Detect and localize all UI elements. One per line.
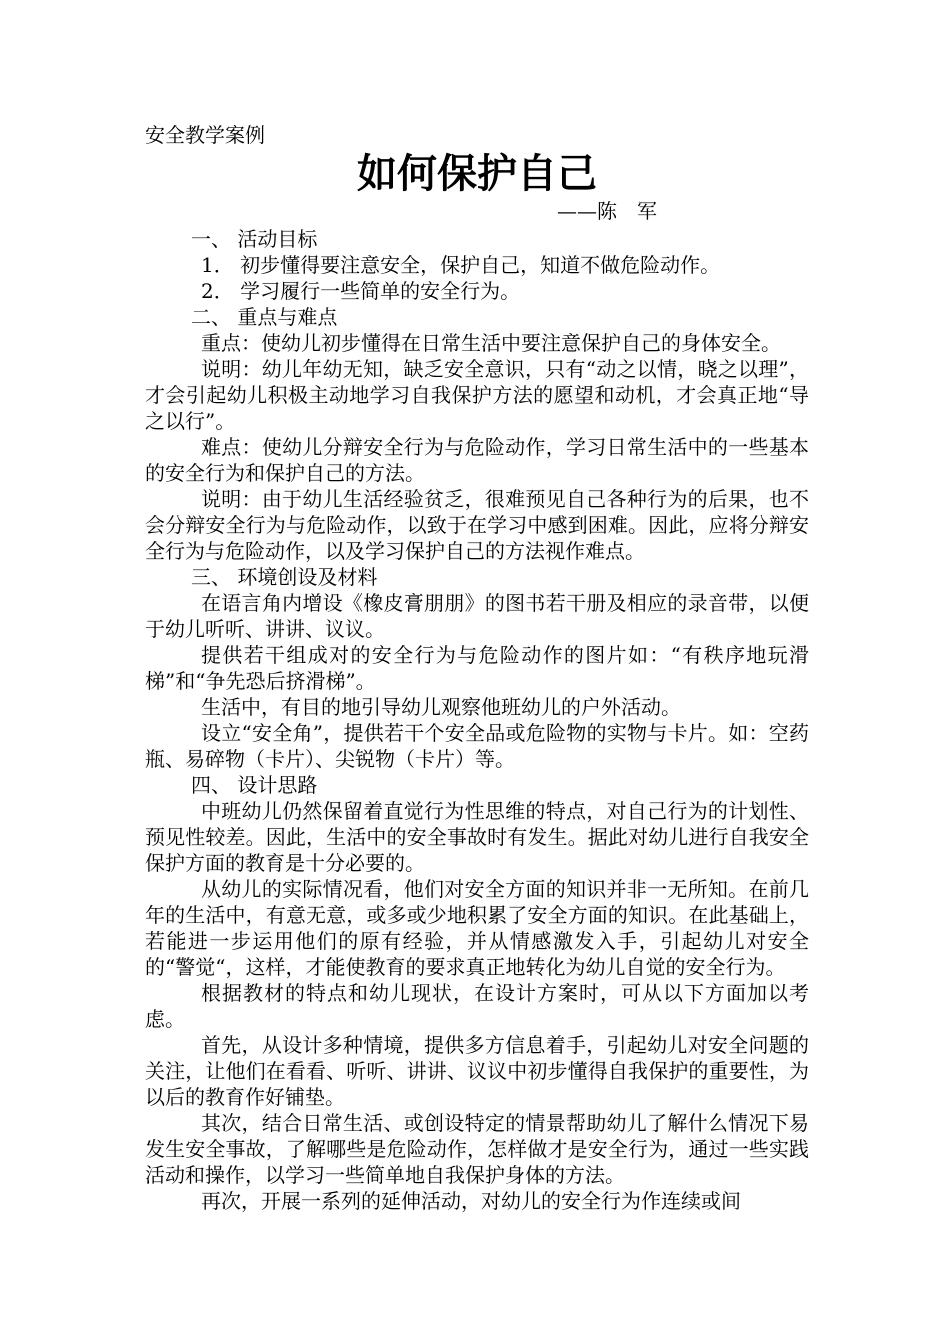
paragraph: 从幼儿的实际情况看，他们对安全方面的知识并非一无所知。在前几年的生活中，有意无意，或多或少地积累了安全方面的知识。在此基础上，若能进一步运用他们的原有经验，并从情感激发入手，引起幼儿对安全的“警觉“，这样，才能使教育的要求真正地转化为幼儿自觉的安全行为。	[145, 877, 809, 979]
document-title: 如何保护自己	[357, 151, 597, 197]
paragraph: 说明：幼儿年幼无知，缺乏安全意识，只有“动之以情，晓之以理”，才会引起幼儿积极主动地学习自我保护方法的愿望和动机，才会真正地“导之以行”。	[145, 357, 809, 433]
document-category: 安全教学案例	[145, 123, 265, 147]
document-page	[145, 122, 809, 1214]
paragraph: 再次，开展一系列的延伸活动，对幼儿的安全行为作连续或间	[201, 1189, 741, 1213]
document-author: ——陈 军	[557, 199, 657, 223]
goal-item: 2． 学习履行一些简单的安全行为。	[201, 279, 521, 303]
paragraph: 设立“安全角”，提供若干个安全品或危险物的实物与卡片。如：空药瓶、易碎物（卡片）、尖锐物（卡片）等。	[145, 721, 809, 771]
section-heading-environment: 三、 环境创设及材料	[191, 565, 378, 589]
paragraph: 重点：使幼儿初步懂得在日常生活中要注意保护自己的身体安全。	[201, 331, 781, 355]
section-heading-key-points: 二、 重点与难点	[191, 305, 338, 329]
paragraph: 根据教材的特点和幼儿现状，在设计方案时，可从以下方面加以考虑。	[145, 981, 809, 1031]
goal-item: 1． 初步懂得要注意安全，保护自己，知道不做危险动作。	[201, 253, 721, 277]
section-heading-design: 四、 设计思路	[191, 773, 318, 797]
paragraph: 首先，从设计多种情境，提供多方信息着手，引起幼儿对安全问题的关注，让他们在看看、听听、讲讲、议议中初步懂得自我保护的重要性，为以后的教育作好铺垫。	[145, 1033, 809, 1109]
section-heading-goals: 一、 活动目标	[191, 227, 318, 251]
paragraph: 生活中，有目的地引导幼儿观察他班幼儿的户外活动。	[201, 695, 681, 719]
paragraph: 在语言角内增设《橡皮膏朋朋》的图书若干册及相应的录音带，以便于幼儿听听、讲讲、议议。	[145, 591, 809, 641]
paragraph: 难点：使幼儿分辩安全行为与危险动作，学习日常生活中的一些基本的安全行为和保护自己的方法。	[145, 435, 809, 485]
paragraph: 其次，结合日常生活、或创设特定的情景帮助幼儿了解什么情况下易发生安全事故，了解哪些是危险动作，怎样做才是安全行为，通过一些实践活动和操作，以学习一些简单地自我保护身体的方法。	[145, 1111, 809, 1187]
paragraph: 中班幼儿仍然保留着直觉行为性思维的特点，对自己行为的计划性、预见性较差。因此，生活中的安全事故时有发生。据此对幼儿进行自我安全保护方面的教育是十分必要的。	[145, 799, 809, 875]
paragraph: 说明：由于幼儿生活经验贫乏，很难预见自己各种行为的后果，也不会分辩安全行为与危险动作，以致于在学习中感到困难。因此，应将分辩安全行为与危险动作，以及学习保护自己的方法视作难点。	[145, 487, 809, 563]
paragraph: 提供若干组成对的安全行为与危险动作的图片如：“有秩序地玩滑梯”和“争先恐后挤滑梯”。	[145, 643, 809, 693]
